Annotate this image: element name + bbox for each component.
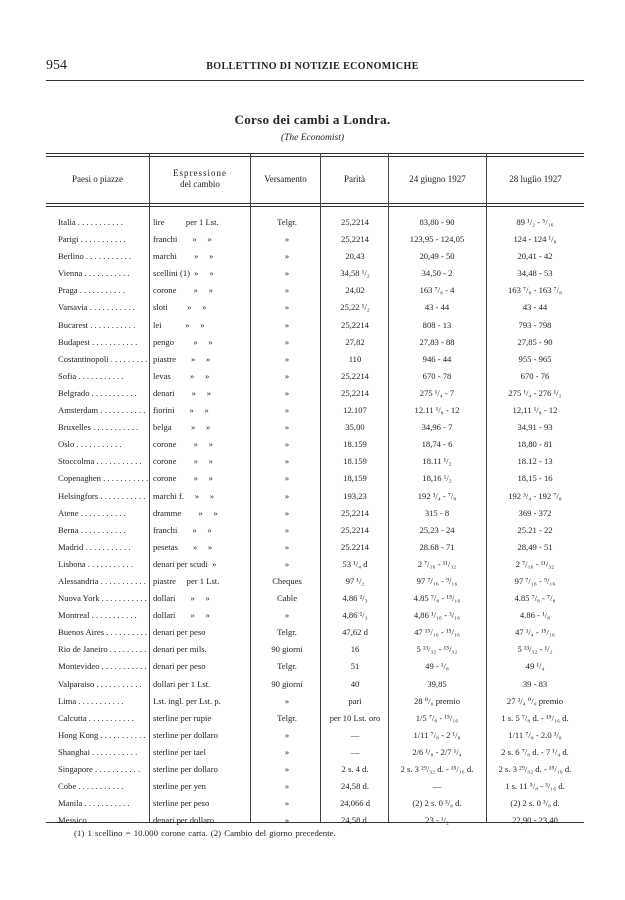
rate-july-cell: 2 ⁷/₁₆ - ¹¹/₃₂	[515, 558, 555, 569]
table-row	[0, 282, 625, 299]
rate-june-cell: 18.11 ¹/₂	[422, 456, 452, 467]
parity-cell: 27,82	[345, 336, 365, 347]
table-row	[0, 658, 625, 675]
parity-cell: 16	[350, 644, 360, 655]
table-row	[0, 693, 625, 710]
expression-cell: marchi f. » »	[153, 490, 215, 501]
table-row	[0, 317, 625, 334]
rate-july-cell: 18.12 - 13	[517, 456, 553, 467]
expression-cell: corone » »	[153, 473, 213, 484]
parity-cell: 193,23	[343, 490, 367, 501]
table-row	[0, 676, 625, 693]
country-cell: Lisbona . . .	[58, 559, 150, 570]
expression-cell: denari per scudi »	[153, 558, 217, 569]
payment-cell: »	[284, 405, 290, 416]
parity-cell: 18.159	[343, 439, 367, 450]
parity-cell: 25,2214	[341, 217, 369, 227]
payment-cell: »	[284, 695, 290, 706]
parity-cell: —	[350, 729, 360, 740]
parity-cell: pari	[348, 695, 362, 706]
table-row	[0, 573, 625, 590]
rate-july-cell: 1 s. 5 ⁷/₈ d. - ¹⁵/₁₆ d.	[501, 712, 569, 723]
parity-cell: 20,43	[345, 251, 365, 262]
payment-cell: 90 giorni	[271, 644, 303, 655]
col-header-date2: 28 luglio 1927	[509, 173, 562, 184]
rate-july-cell: 275 ¹/₄ - 276 ¹/₂	[508, 387, 562, 398]
payment-cell: »	[284, 387, 290, 398]
country-cell: Lima . . .	[58, 696, 150, 707]
payment-cell: Telgr.	[277, 661, 297, 672]
rate-july-cell: 12,11 ¹/₈ - 12	[512, 405, 558, 416]
rate-july-cell: 43 - 44	[522, 302, 548, 313]
rate-july-cell: 49 ¹/₄	[525, 661, 545, 672]
parity-cell: 25,2214	[341, 524, 369, 535]
payment-cell: »	[284, 353, 290, 364]
rate-june-cell: 2 s. 3 ²⁹/₃₂ d. - ¹⁵/₁₆ d.	[400, 764, 474, 774]
expression-cell: dramme » »	[153, 507, 218, 518]
rate-july-cell: 2 s. 3 ²⁹/₃₂ d. - ¹⁵/₁₆ d.	[498, 764, 572, 774]
rate-june-cell: 34,96 - 7	[421, 422, 453, 433]
parity-cell: 25,22 ¹/₂	[340, 302, 370, 313]
payment-cell: »	[284, 422, 290, 433]
payment-cell: »	[284, 746, 290, 757]
expression-cell: dollari » »	[153, 593, 210, 604]
header-rule	[46, 80, 584, 81]
rate-july-cell: 4.86 - ¹/₈	[519, 610, 551, 621]
parity-cell: 34,58 ¹/₂	[340, 268, 370, 279]
parity-cell: 18,159	[343, 473, 367, 484]
country-cell: Stoccolma . . .	[58, 456, 150, 467]
footnotes: (1) 1 scellino = 10.000 corone carta. (2) Cambio del giorno precedente.	[74, 828, 336, 838]
payment-cell: »	[284, 781, 290, 792]
table-row	[0, 453, 625, 470]
expression-cell: belga » »	[153, 422, 211, 433]
table-row	[0, 607, 625, 624]
payment-cell: »	[284, 251, 290, 262]
rate-june-cell: 5 ¹³/₃₂ - ¹⁵/₃₂	[416, 644, 458, 655]
expression-cell: scellini (1) » »	[153, 268, 214, 279]
country-cell: Bruxelles . . .	[58, 422, 150, 433]
table-row	[0, 727, 625, 744]
payment-cell: »	[284, 268, 290, 279]
table-row	[0, 795, 625, 812]
expression-cell: pesetas » »	[153, 541, 213, 552]
parity-cell: 97 ¹/₂	[345, 575, 365, 586]
rate-july-cell: 369 - 372	[518, 507, 552, 518]
country-cell: Cobe . . .	[58, 781, 150, 792]
country-cell: Bucarest . . .	[58, 320, 150, 331]
rate-july-cell: 793 - 798	[518, 319, 552, 330]
rate-july-cell: 955 - 965	[518, 353, 552, 364]
payment-cell: »	[284, 370, 290, 381]
country-cell: Messico . . .	[58, 815, 150, 826]
rate-july-cell: 89 ¹/₂ - ⁵/₁₆	[516, 217, 554, 227]
expression-cell: dollari per 1 Lst.	[153, 678, 211, 689]
rate-june-cell: 83,80 - 90	[419, 217, 455, 227]
table-row	[0, 505, 625, 522]
rate-june-cell: 20,49 - 50	[419, 251, 455, 262]
expression-cell: denari » »	[153, 387, 211, 398]
table-row	[0, 248, 625, 265]
parity-cell: per 10 Lst. oro	[329, 712, 381, 723]
parity-cell: 24,58 d.	[341, 781, 369, 792]
table-header-rule	[46, 203, 584, 204]
rate-june-cell: 1/11 ⁷/₈ - 2 ¹/₈	[413, 729, 461, 740]
table-row	[0, 522, 625, 539]
expression-cell: sterline per tael	[153, 746, 206, 757]
rate-june-cell: 670 - 78	[422, 370, 452, 381]
country-cell: Sofia . . .	[58, 371, 150, 382]
rate-june-cell: 28 ⁰/₀ premio	[413, 695, 461, 706]
parity-cell: 51	[350, 661, 360, 672]
rate-june-cell: 97 ⁷/₁₆ - ⁹/₁₆	[416, 575, 458, 586]
table-row	[0, 385, 625, 402]
country-cell: Budapest . . .	[58, 337, 150, 348]
rate-july-cell: 1/11 ⁷/₈ - 2.0 ³/₈	[508, 729, 562, 740]
rate-june-cell: 4.85 ⁷/₈ - ¹⁵/₁₆	[413, 593, 461, 604]
payment-cell: »	[284, 490, 290, 501]
country-cell: Valparaiso . . .	[58, 679, 150, 690]
country-cell: Rio de Janeiro . . .	[58, 644, 150, 655]
table-row	[0, 744, 625, 761]
payment-cell: Telgr.	[277, 627, 297, 638]
table-header-rule-2	[46, 206, 584, 207]
rate-june-cell: 47 ¹⁵/₁₆ - ¹⁵/₁₆	[414, 627, 460, 638]
payment-cell: »	[284, 815, 290, 826]
payment-cell: »	[284, 439, 290, 450]
expression-cell: franchi » »	[153, 234, 212, 245]
rate-june-cell: 808 - 13	[422, 319, 452, 330]
rate-july-cell: 97 ⁷/₁₆ - ⁹/₁₆	[514, 575, 556, 586]
parity-cell: 25,2214	[341, 319, 369, 330]
parity-cell: —	[350, 746, 360, 757]
expression-cell: sterline per yen	[153, 781, 206, 792]
rate-june-cell: 12.11 ¹/₈ - 12	[414, 405, 460, 416]
expression-cell: pengo » »	[153, 336, 213, 347]
parity-cell: 24,02	[345, 285, 365, 296]
rate-june-cell: 23 - ¹/₂	[425, 815, 449, 826]
country-cell: Buenos Aires . . .	[58, 627, 150, 638]
payment-cell: »	[284, 507, 290, 518]
table-source: (The Economist)	[280, 133, 345, 143]
table-row	[0, 778, 625, 795]
expression-cell: levas » »	[153, 370, 210, 381]
parity-cell: 110	[348, 353, 362, 364]
expression-cell: corone » »	[153, 439, 213, 450]
exchange-rates-table-body	[0, 214, 625, 829]
country-cell: Oslo . . .	[58, 439, 150, 450]
country-cell: Atene . . .	[58, 508, 150, 519]
col-header-country: Paesi o piazze	[72, 173, 123, 184]
table-row	[0, 812, 625, 829]
table-row	[0, 710, 625, 727]
expression-cell: Lst. ingl. per Lst. p.	[153, 695, 221, 706]
rate-july-cell: 22,90 - 23,40	[512, 815, 558, 826]
rate-june-cell: 946 - 44	[422, 353, 452, 364]
table-row	[0, 265, 625, 282]
rate-july-cell: 18,80 - 81	[517, 439, 553, 450]
rate-june-cell: 34,50 - 2	[421, 268, 453, 279]
payment-cell: Telgr.	[277, 217, 297, 227]
col-header-expression: Espressione del cambio	[173, 168, 227, 189]
country-cell: Alessandria . . .	[58, 576, 150, 587]
expression-cell: dollari » »	[153, 610, 210, 621]
country-cell: Helsingfors . . .	[58, 491, 150, 502]
rate-july-cell: 2 s. 6 ⁷/₈ d. - 7 ¹/₄ d.	[501, 746, 569, 757]
country-cell: Montreal . . .	[58, 610, 150, 621]
parity-cell: 25.2214	[341, 541, 369, 552]
rate-july-cell: 34,91 - 93	[517, 422, 553, 433]
running-title: BOLLETTINO DI NOTIZIE ECONOMICHE	[206, 61, 419, 72]
expression-cell: denari per mils.	[153, 644, 207, 655]
table-row	[0, 402, 625, 419]
country-cell: Calcutta . . .	[58, 713, 150, 724]
rate-july-cell: 47 ¹/₄ - ¹⁵/₁₆	[515, 627, 555, 638]
payment-cell: Cheques	[272, 575, 302, 586]
expression-cell: corone » »	[153, 456, 213, 467]
country-cell: Amsterdam . . .	[58, 405, 150, 416]
rate-july-cell: 25.21 - 22	[517, 524, 553, 535]
payment-cell: »	[284, 558, 290, 569]
parity-cell: 25,2214	[341, 370, 369, 381]
payment-cell: »	[284, 798, 290, 809]
payment-cell: »	[284, 336, 290, 347]
rate-july-cell: (2) 2 s. 0 ³/₈ d.	[510, 798, 560, 809]
payment-cell: Telgr.	[277, 712, 297, 723]
rate-june-cell: 192 ³/₄ - ⁷/₈	[417, 490, 457, 501]
expression-cell: piastre » »	[153, 353, 211, 364]
table-row	[0, 231, 625, 248]
expression-cell: marchi » »	[153, 251, 214, 262]
country-cell: Varsavia . . .	[58, 302, 150, 313]
rate-june-cell: 28.68 - 71	[419, 541, 455, 552]
parity-cell: 25,2214	[341, 507, 369, 518]
rate-june-cell: 43 - 44	[424, 302, 450, 313]
country-cell: Singapore . . .	[58, 764, 150, 775]
payment-cell: »	[284, 456, 290, 467]
rate-june-cell: 275 ¹/₄ - 7	[419, 387, 455, 398]
rate-july-cell: 163 ⁷/₈ - 163 ⁷/₈	[508, 285, 562, 296]
expression-cell: sterline per rupie	[153, 712, 212, 723]
country-cell: Hong Kong . . .	[58, 730, 150, 741]
table-row	[0, 556, 625, 573]
expression-cell: sterline per dollaro	[153, 729, 218, 740]
rate-june-cell: 18,74 - 6	[421, 439, 453, 450]
parity-cell: 47,62 d	[342, 627, 368, 638]
rate-july-cell: 18,15 - 16	[517, 473, 553, 484]
rate-june-cell: 2/6 ¹/₈ - 2/7 ¹/₄	[412, 746, 462, 757]
table-top-rule	[46, 153, 584, 154]
rate-july-cell: 34,48 - 53	[517, 268, 553, 279]
parity-cell: 35,00	[345, 422, 365, 433]
rate-july-cell: 27 ³/₄ ⁰/₀ premio	[506, 695, 564, 706]
table-row	[0, 214, 625, 231]
payment-cell: »	[284, 473, 290, 484]
table-row	[0, 539, 625, 556]
rate-june-cell: 25,23 - 24	[419, 524, 455, 535]
rate-july-cell: 5 ¹³/₃₂ - ¹/₂	[517, 644, 553, 655]
rate-july-cell: 27,85 - 90	[517, 336, 553, 347]
rate-july-cell: 39 - 83	[522, 678, 548, 689]
rate-june-cell: 4,86 ¹/₁₆ - ³/₁₆	[413, 610, 461, 621]
rate-june-cell: 2 ⁷/₁₆ - ¹¹/₃₂	[417, 558, 457, 569]
expression-cell: lei » »	[153, 319, 205, 330]
table-row	[0, 334, 625, 351]
payment-cell: »	[284, 729, 290, 740]
rate-july-cell: 28,49 - 51	[517, 541, 553, 552]
country-cell: Madrid . . .	[58, 542, 150, 553]
table-title: Corso dei cambi a Londra.	[234, 112, 391, 127]
rate-june-cell: 39,85	[427, 678, 447, 689]
expression-cell: fiorini » »	[153, 405, 209, 416]
expression-cell: denari per dollaro	[153, 815, 215, 826]
rate-june-cell: 1/5 ⁷/₈ - ¹⁵/₁₆	[415, 712, 459, 723]
table-row	[0, 368, 625, 385]
table-row	[0, 488, 625, 505]
payment-cell: »	[284, 302, 290, 313]
table-row	[0, 436, 625, 453]
expression-cell: franchi » »	[153, 524, 212, 535]
expression-cell: sterline per dollaro	[153, 764, 218, 774]
page-number: 954	[46, 58, 67, 73]
payment-cell: 90 giorni	[271, 678, 303, 689]
parity-cell: 40	[350, 678, 360, 689]
country-cell: Copenaghen . . .	[58, 473, 150, 484]
table-row	[0, 641, 625, 658]
col-header-payment: Versamento	[264, 173, 307, 184]
payment-cell: »	[284, 285, 290, 296]
payment-cell: »	[284, 319, 290, 330]
expression-cell: corone » »	[153, 285, 213, 296]
payment-cell: »	[284, 541, 290, 552]
expression-cell: denari per peso	[153, 661, 206, 672]
parity-cell: 25,2214	[341, 387, 369, 398]
rate-july-cell: 670 - 76	[520, 370, 550, 381]
country-cell: Praga . . .	[58, 285, 150, 296]
country-cell: Italia . . .	[58, 217, 150, 228]
country-cell: Costantinopoli . . .	[58, 354, 150, 365]
rate-july-cell: 20,41 - 42	[517, 251, 553, 262]
parity-cell: 53 ¹/₄ d	[342, 558, 368, 569]
rate-july-cell: 124 - 124 ¹/₈	[513, 234, 557, 245]
rate-june-cell: 18,16 ¹/₂	[422, 473, 452, 484]
parity-cell: 12.107	[343, 405, 367, 416]
col-header-parity: Parità	[344, 173, 365, 184]
rate-june-cell: —	[432, 781, 442, 792]
table-row	[0, 624, 625, 641]
rate-july-cell: 1 s. 11 ⁵/₈ - ³/₁₆ d.	[505, 781, 565, 792]
parity-cell: 25,2214	[341, 234, 369, 245]
parity-cell: 4,86 ²/₃	[342, 610, 368, 621]
payment-cell: »	[284, 610, 290, 621]
country-cell: Berna . . .	[58, 525, 150, 536]
country-cell: Manila . . .	[58, 798, 150, 809]
country-cell: Berlino . . .	[58, 251, 150, 262]
country-cell: Nuova York . . .	[58, 593, 150, 604]
country-cell: Montevideo . . .	[58, 661, 150, 672]
table-row	[0, 351, 625, 368]
payment-cell: »	[284, 524, 290, 535]
parity-cell: 2 s. 4 d.	[341, 764, 369, 774]
table-row	[0, 299, 625, 316]
rate-june-cell: 163 ⁷/₈ - 4	[419, 285, 455, 296]
expression-cell: sloti » »	[153, 302, 207, 313]
parity-cell: 24,58 d.	[341, 815, 369, 826]
expression-cell: piastre per 1 Lst.	[153, 575, 220, 586]
payment-cell: »	[284, 234, 290, 245]
table-row	[0, 419, 625, 436]
col-header-date1: 24 giugno 1927	[409, 173, 466, 184]
rate-june-cell: 27,83 - 88	[419, 336, 455, 347]
parity-cell: 18.159	[343, 456, 367, 467]
country-cell: Belgrado . . .	[58, 388, 150, 399]
payment-cell: »	[284, 764, 290, 774]
country-cell: Shanghai . . .	[58, 747, 150, 758]
rate-june-cell: 49 - ¹/₈	[425, 661, 449, 672]
table-top-rule-2	[46, 156, 584, 157]
expression-cell: denari per peso	[153, 627, 206, 638]
expression-cell: sterline per peso	[153, 798, 210, 809]
table-row	[0, 761, 625, 778]
rate-june-cell: 315 - 8	[424, 507, 450, 518]
table-row	[0, 590, 625, 607]
expression-cell: lire per 1 Lst.	[153, 217, 219, 227]
table-row	[0, 470, 625, 487]
rate-june-cell: (2) 2 s. 0 ³/₈ d.	[412, 798, 462, 809]
country-cell: Vienna . . .	[58, 268, 150, 279]
rate-july-cell: 192 ³/₄ - 192 ⁷/₈	[508, 490, 562, 501]
country-cell: Parigi . . .	[58, 234, 150, 245]
rate-july-cell: 4.85 ⁷/₈ - ⁷/₈	[514, 593, 556, 604]
parity-cell: 24,066 d	[339, 798, 371, 809]
parity-cell: 4.86 ²/₃	[342, 593, 368, 604]
rate-june-cell: 123,95 - 124,05	[409, 234, 465, 245]
payment-cell: Cable	[276, 593, 298, 604]
